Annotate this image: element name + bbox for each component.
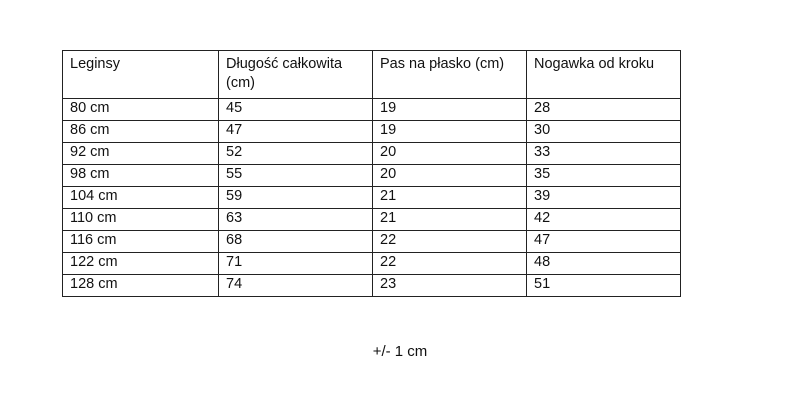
table-row [63, 187, 681, 209]
table-row [63, 99, 681, 121]
table-cell: 23 [373, 275, 527, 297]
table-cell: 74 [219, 275, 373, 297]
table-row [63, 231, 681, 253]
header-cell-inseam: Nogawka od kroku [527, 51, 681, 99]
table-cell: 110 cm [63, 209, 219, 231]
table-cell: 80 cm [63, 99, 219, 121]
table-cell: 52 [219, 143, 373, 165]
table-cell: 35 [527, 165, 681, 187]
table-header-row [63, 51, 681, 99]
header-cell-total-length: Długość całkowita (cm) [219, 51, 373, 99]
table-cell: 39 [527, 187, 681, 209]
table-cell: 21 [373, 209, 527, 231]
header-cell-waist-flat: Pas na płasko (cm) [373, 51, 527, 99]
header-cell-leginsy: Leginsy [63, 51, 219, 99]
table-cell: 128 cm [63, 275, 219, 297]
table-cell: 51 [527, 275, 681, 297]
table-cell: 33 [527, 143, 681, 165]
table-cell: 98 cm [63, 165, 219, 187]
table-cell: 59 [219, 187, 373, 209]
table-cell: 45 [219, 99, 373, 121]
table-cell: 48 [527, 253, 681, 275]
table-row [63, 121, 681, 143]
table-cell: 92 cm [63, 143, 219, 165]
table-row [63, 165, 681, 187]
tolerance-note: +/- 1 cm [372, 343, 428, 360]
table-cell: 21 [373, 187, 527, 209]
table-row [63, 209, 681, 231]
size-table-body [63, 51, 681, 297]
table-row [63, 143, 681, 165]
table-cell: 22 [373, 253, 527, 275]
table-cell: 47 [527, 231, 681, 253]
table-cell: 63 [219, 209, 373, 231]
table-cell: 20 [373, 143, 527, 165]
table-cell: 55 [219, 165, 373, 187]
table-cell: 47 [219, 121, 373, 143]
table-row [63, 253, 681, 275]
table-row [63, 275, 681, 297]
table-cell: 122 cm [63, 253, 219, 275]
table-cell: 42 [527, 209, 681, 231]
table-cell: 20 [373, 165, 527, 187]
table-cell: 19 [373, 99, 527, 121]
table-cell: 104 cm [63, 187, 219, 209]
table-cell: 71 [219, 253, 373, 275]
size-table [62, 50, 681, 297]
table-cell: 68 [219, 231, 373, 253]
table-cell: 28 [527, 99, 681, 121]
table-cell: 116 cm [63, 231, 219, 253]
table-cell: 86 cm [63, 121, 219, 143]
table-cell: 30 [527, 121, 681, 143]
table-cell: 22 [373, 231, 527, 253]
table-cell: 19 [373, 121, 527, 143]
